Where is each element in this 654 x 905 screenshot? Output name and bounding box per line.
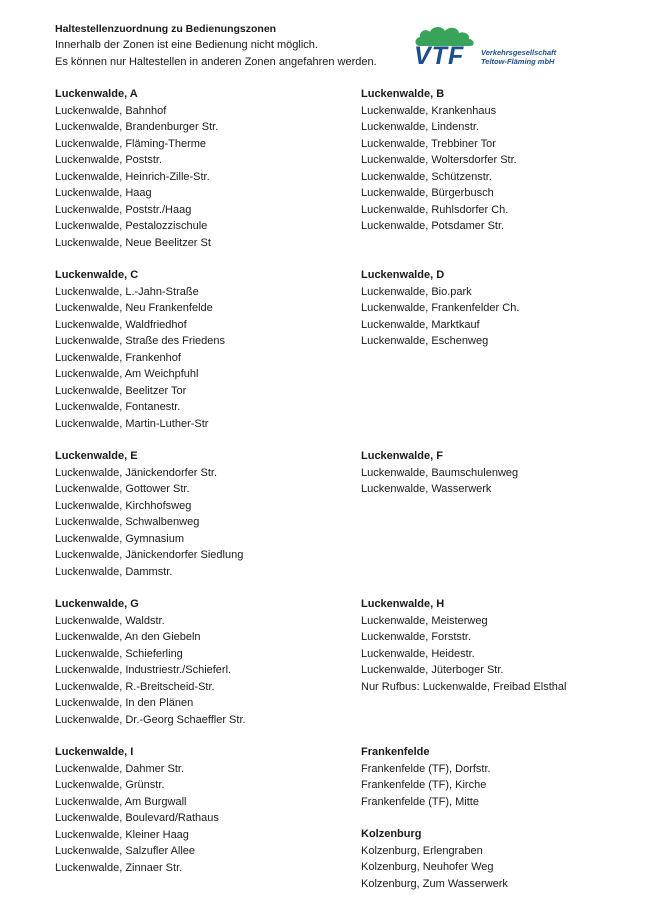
stop-item: Luckenwalde, Heinrich-Zille-Str. [55, 170, 210, 183]
zone-title: Luckenwalde, G [55, 598, 139, 610]
stop-item: Luckenwalde, An den Giebeln [55, 631, 201, 643]
stop-item: Luckenwalde, Am Burgwall [55, 795, 187, 808]
stop-item: Luckenwalde, Schwalbenweg [55, 516, 200, 528]
stop-item: Luckenwalde, Industriestr./Schieferl. [55, 664, 232, 676]
stop-item: Luckenwalde, Am Weichpfuhl [55, 368, 199, 380]
stop-item: Luckenwalde, Wasserwerk [361, 483, 492, 495]
stop-item: Luckenwalde, Heidestr. [361, 647, 475, 660]
stop-item: Luckenwalde, Lindenstr. [361, 121, 480, 133]
stop-item: Luckenwalde, Frankenhof [55, 351, 181, 364]
zone-title: Frankenfelde [361, 746, 430, 758]
stop-item: Luckenwalde, Bio.park [361, 285, 472, 298]
stop-item: Luckenwalde, Zinnaer Str. [55, 861, 183, 874]
stop-item: Luckenwalde, Waldfriedhof [55, 318, 187, 331]
zone-block [55, 596, 345, 728]
zone-block [361, 448, 651, 498]
zone-block [361, 826, 651, 892]
stop-item: Luckenwalde, Eschenweg [361, 335, 489, 347]
stop-item: Luckenwalde, Martin-Luther-Str [55, 417, 209, 430]
stop-item: Luckenwalde, Frankenfelder Ch. [361, 302, 520, 314]
stop-item: Kolzenburg, Zum Wasserwerk [361, 877, 508, 890]
stop-item: Frankenfelde (TF), Dorfstr. [361, 762, 491, 775]
stop-item: Luckenwalde, Kleiner Haag [55, 828, 189, 841]
stop-item: Luckenwalde, Schützenstr. [361, 170, 492, 183]
stop-item: Luckenwalde, Bahnhof [55, 104, 167, 117]
stop-item: Luckenwalde, Fläming-Therme [55, 137, 207, 150]
stop-item: Luckenwalde, Waldstr. [55, 614, 165, 627]
logo-line-1: Verkehrsgesellschaft [481, 48, 557, 57]
intro-line-1: Innerhalb der Zonen ist eine Bedienung nicht möglich. [55, 39, 318, 51]
stop-item: Luckenwalde, Beelitzer Tor [55, 384, 187, 397]
zone-block [55, 267, 345, 432]
zone-title: Luckenwalde, A [55, 88, 138, 100]
stop-item: Luckenwalde, Schieferling [55, 647, 183, 660]
stop-item: Luckenwalde, Jänickendorfer Str. [55, 466, 218, 479]
stop-item: Luckenwalde, Forststr. [361, 631, 472, 643]
stop-item: Frankenfelde (TF), Mitte [361, 795, 479, 808]
stop-item: Frankenfelde (TF), Kirche [361, 779, 487, 791]
stop-item: Luckenwalde, R.-Breitscheid-Str. [55, 680, 215, 693]
stop-item: Luckenwalde, Haag [55, 187, 152, 199]
stop-item: Luckenwalde, Gymnasium [55, 532, 185, 545]
logo-subtitle [481, 48, 556, 66]
zone-title: Luckenwalde, D [361, 269, 445, 281]
logo-brand: VTF [414, 42, 465, 70]
stop-item: Luckenwalde, Bürgerbusch [361, 187, 494, 199]
stop-item: Luckenwalde, Dr.-Georg Schaeffler Str. [55, 713, 246, 726]
stop-item: Luckenwalde, Poststr. [55, 154, 163, 166]
zone-title: Luckenwalde, I [55, 746, 134, 758]
stop-item: Luckenwalde, Jüterboger Str. [361, 664, 504, 676]
stop-item: Luckenwalde, Brandenburger Str. [55, 121, 219, 133]
stop-item: Luckenwalde, Poststr./Haag [55, 203, 192, 216]
zone-title: Luckenwalde, B [361, 88, 445, 100]
stop-item: Nur Rufbus: Luckenwalde, Freibad Elsthal [361, 680, 567, 693]
stop-item: Kolzenburg, Neuhofer Weg [361, 861, 494, 873]
zone-block [361, 596, 651, 695]
stop-item: Luckenwalde, Ruhlsdorfer Ch. [361, 203, 509, 216]
zone-block [55, 86, 345, 251]
stop-item: Luckenwalde, Grünstr. [55, 779, 165, 791]
stop-item: Luckenwalde, Jänickendorfer Siedlung [55, 549, 244, 561]
logo-line-2: Teltow-Fläming mbH [481, 57, 555, 66]
stop-item: Kolzenburg, Erlengraben [361, 844, 483, 857]
zone-title: Luckenwalde, E [55, 450, 138, 462]
zone-block [361, 744, 651, 810]
zone-block [55, 448, 345, 580]
zone-block [55, 744, 345, 876]
stop-item: Luckenwalde, Kirchhofsweg [55, 499, 192, 512]
document-title: Haltestellenzuordnung zu Bedienungszonen [55, 23, 277, 35]
stop-item: Luckenwalde, L.-Jahn-Straße [55, 285, 199, 298]
stop-item: Luckenwalde, Neue Beelitzer St [55, 236, 211, 249]
stop-item: Luckenwalde, In den Plänen [55, 697, 194, 709]
zone-title: Kolzenburg [361, 828, 422, 840]
stop-item: Luckenwalde, Straße des Friedens [55, 335, 225, 347]
stop-item: Luckenwalde, Potsdamer Str. [361, 220, 505, 232]
zone-block [361, 267, 651, 350]
stop-item: Luckenwalde, Krankenhaus [361, 104, 497, 117]
stop-item: Luckenwalde, Fontanestr. [55, 401, 181, 413]
document-header [55, 22, 415, 70]
stop-item: Luckenwalde, Pestalozzischule [55, 220, 208, 232]
zone-block [361, 86, 651, 235]
zone-title: Luckenwalde, H [361, 598, 445, 610]
stop-item: Luckenwalde, Dahmer Str. [55, 762, 185, 775]
zone-title: Luckenwalde, F [361, 450, 443, 462]
stop-item: Luckenwalde, Meisterweg [361, 614, 488, 627]
stop-item: Luckenwalde, Dammstr. [55, 565, 173, 578]
stop-item: Luckenwalde, Neu Frankenfelde [55, 302, 213, 314]
vtf-logo [414, 24, 574, 72]
stop-item: Luckenwalde, Baumschulenweg [361, 466, 519, 479]
intro-line-2: Es können nur Haltestellen in anderen Zonen angefahren werden. [55, 55, 377, 68]
stop-item: Luckenwalde, Trebbiner Tor [361, 137, 496, 150]
stop-item: Luckenwalde, Boulevard/Rathaus [55, 812, 219, 824]
zone-title: Luckenwalde, C [55, 269, 139, 281]
stop-item: Luckenwalde, Gottower Str. [55, 483, 190, 495]
stop-item: Luckenwalde, Marktkauf [361, 318, 480, 331]
stop-item: Luckenwalde, Woltersdorfer Str. [361, 154, 517, 166]
stop-item: Luckenwalde, Salzufler Allee [55, 845, 196, 857]
